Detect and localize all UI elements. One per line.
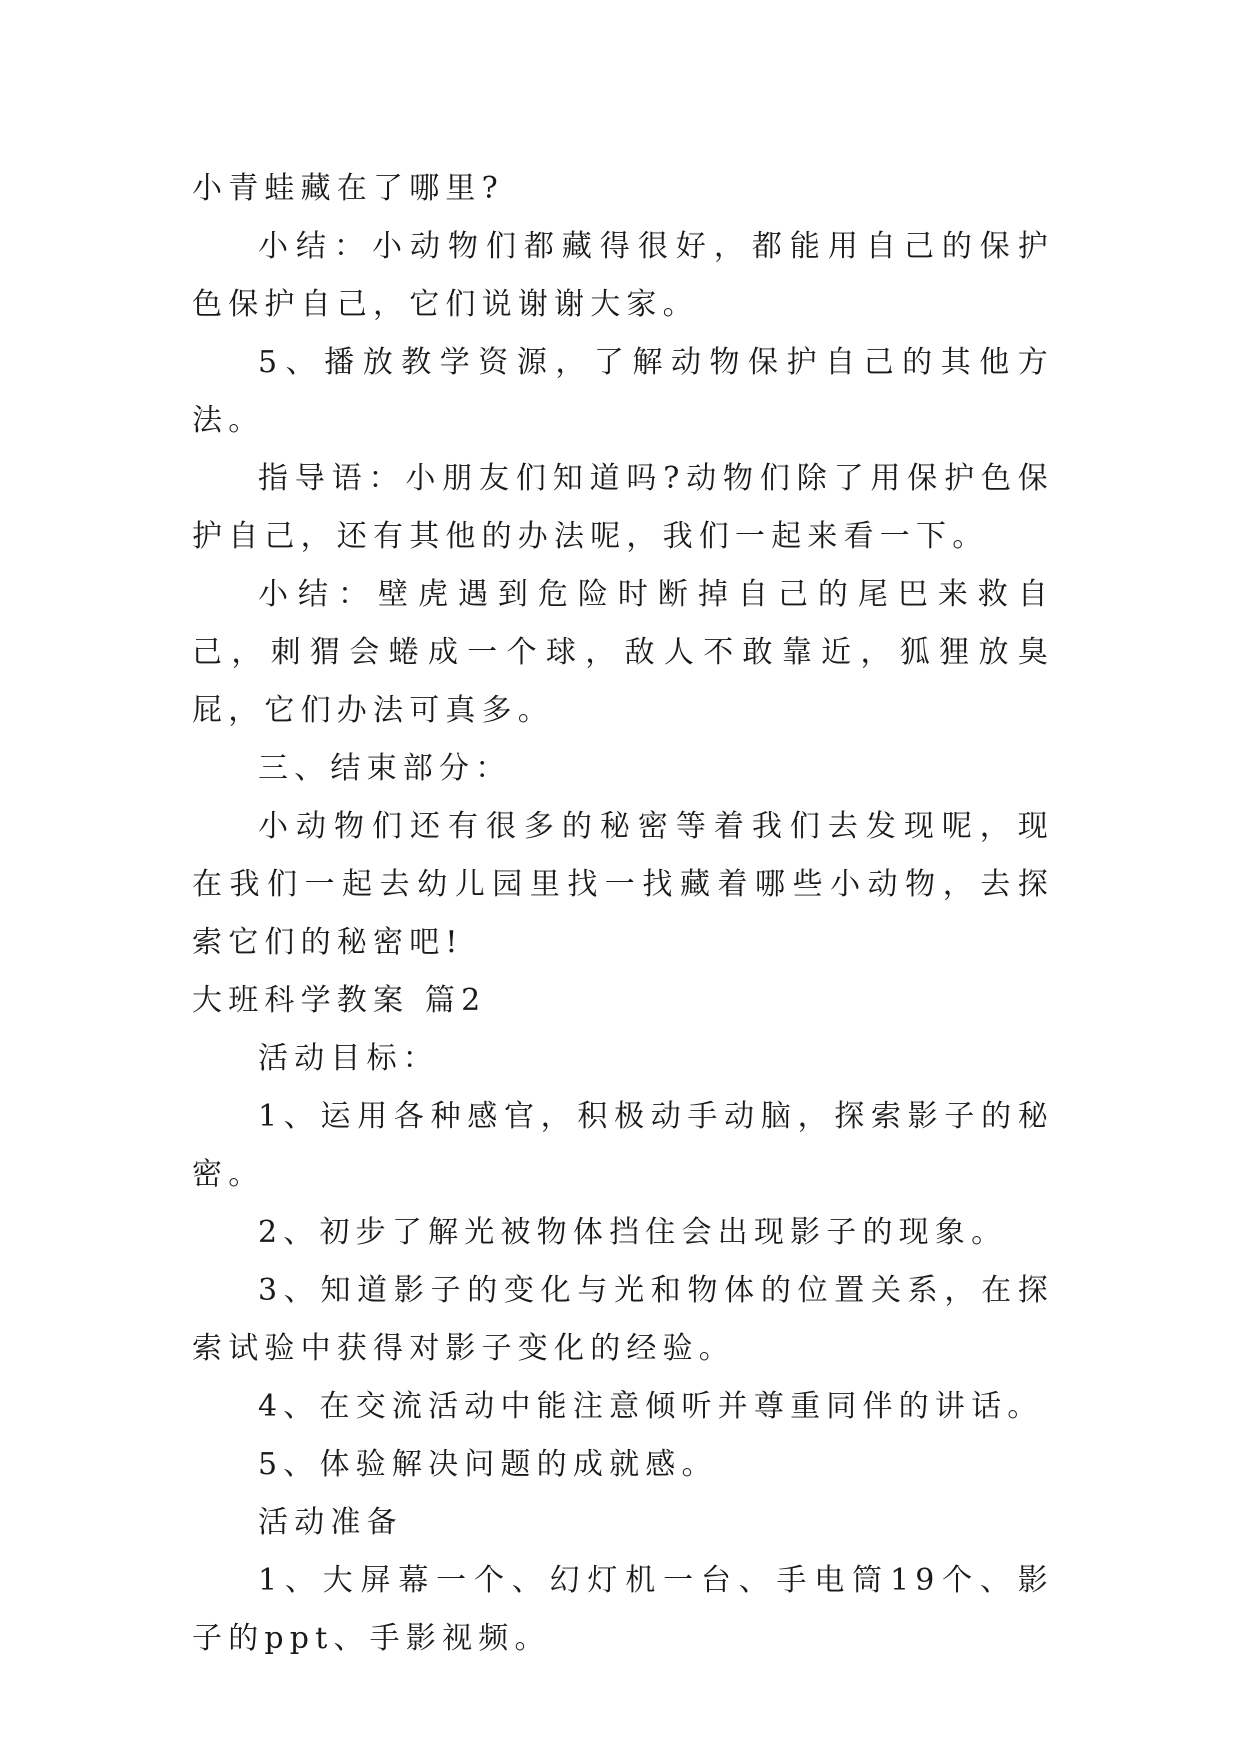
list-item: 5、体验解决问题的成就感。	[258, 1447, 718, 1482]
paragraph: 5、播放教学资源，了解动物保护自己的其他方法。	[192, 345, 1054, 438]
list-item: 4、在交流活动中能注意倾听并尊重同伴的讲话。	[258, 1389, 1044, 1424]
list-item: 1、运用各种感官，积极动手动脑，探索影子的秘密。	[192, 1099, 1054, 1192]
paragraph: 小动物们还有很多的秘密等着我们去发现呢，现在我们一起去幼儿园里找一找藏着哪些小动物，去探索它们的秘密吧!	[192, 809, 1054, 960]
list-item: 2、初步了解光被物体挡住会出现影子的现象。	[258, 1215, 1008, 1250]
paragraph: 小青蛙藏在了哪里?	[192, 171, 504, 206]
paragraph: 指导语：小朋友们知道吗?动物们除了用保护色保护自己，还有其他的办法呢，我们一起来看一下。	[192, 461, 1054, 554]
section-heading: 活动目标：	[258, 1041, 439, 1076]
paragraph: 小结：小动物们都藏得很好，都能用自己的保护色保护自己，它们说谢谢大家。	[192, 229, 1054, 322]
section-heading: 三、结束部分：	[258, 751, 512, 786]
section-heading: 活动准备	[258, 1505, 403, 1540]
list-item: 3、知道影子的变化与光和物体的位置关系，在探索试验中获得对影子变化的经验。	[192, 1273, 1054, 1366]
list-item: 1、大屏幕一个、幻灯机一台、手电筒19个、影子的ppt、手影视频。	[192, 1563, 1054, 1656]
document-title: 大班科学教案 篇2	[192, 983, 487, 1018]
paragraph: 小结：壁虎遇到危险时断掉自己的尾巴来救自己，刺猬会蜷成一个球，敌人不敢靠近，狐狸放臭屁，它们办法可真多。	[192, 577, 1054, 728]
document-page	[192, 160, 1054, 1668]
